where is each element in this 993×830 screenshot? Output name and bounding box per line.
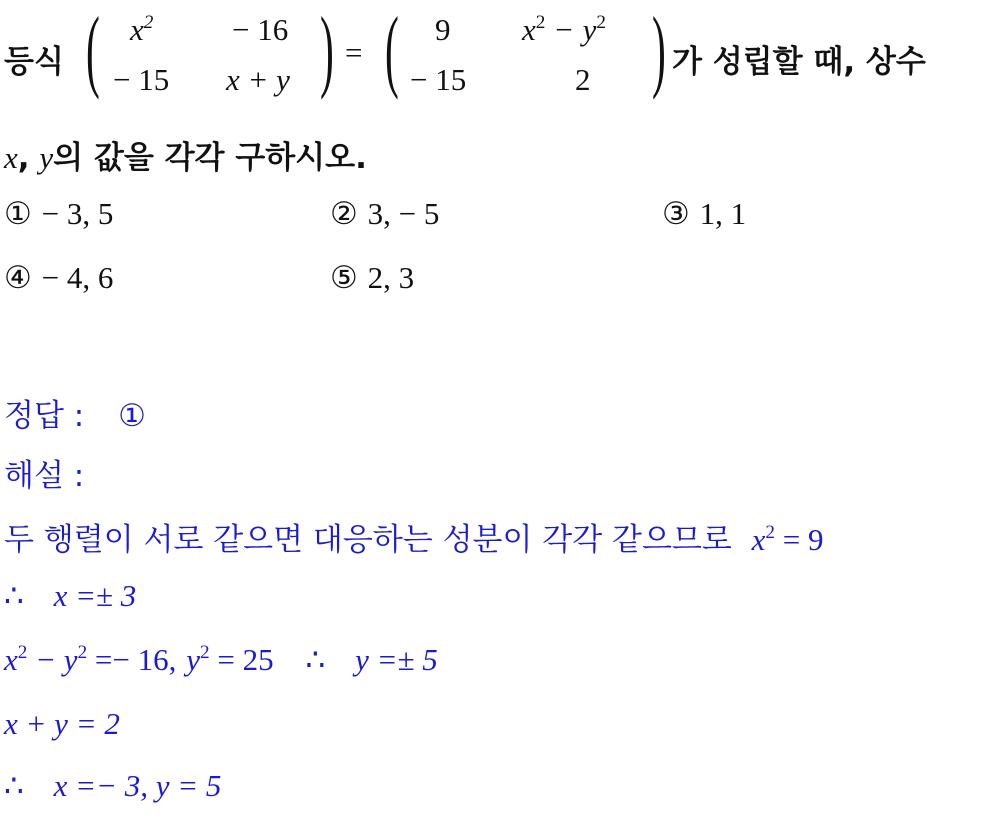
question-line2	[4, 132, 367, 177]
explanation-line1-math: $x^2 = 9$	[751, 522, 824, 557]
explanation-line2-math: x =± 3	[53, 578, 137, 613]
right-matrix-close-paren: )	[652, 0, 666, 100]
answer-value: ①	[118, 398, 146, 434]
choice-3-mark: ③	[662, 196, 690, 232]
choice-3-text: 1, 1	[699, 196, 747, 231]
equals-sign: =	[345, 35, 363, 70]
var-y: y	[39, 140, 54, 175]
explanation-line5-math: x =− 3, y = 5	[53, 768, 222, 803]
question-lead: 등식	[4, 44, 64, 80]
choice-2[interactable]	[330, 196, 439, 232]
choice-2-mark: ②	[330, 196, 358, 232]
right-matrix-b12: $x^2 - y^2$	[522, 12, 606, 47]
choice-5-text: 2, 3	[367, 260, 415, 295]
left-matrix-a21: − 15	[113, 62, 170, 97]
var-x: x	[4, 140, 18, 175]
answer-line	[4, 390, 146, 435]
choice-4-text: − 4, 6	[41, 260, 114, 295]
explanation-line3: $x^2 - y^2 =- 16$, $y^2 = 25$ ∴ y =± 5	[4, 642, 438, 677]
left-matrix-close-paren: )	[320, 0, 334, 100]
explanation-line4: x + y = 2	[4, 706, 120, 741]
therefore-symbol: ∴	[4, 768, 24, 803]
choice-4[interactable]	[4, 260, 113, 296]
choice-4-mark: ④	[4, 260, 32, 296]
right-matrix-open-paren: (	[385, 0, 399, 100]
therefore-symbol: ∴	[305, 642, 326, 677]
choice-1[interactable]	[4, 196, 113, 232]
answer-label: 정답 :	[4, 398, 85, 434]
explanation-line1-text: 두 행렬이 서로 같으면 대응하는 성분이 각각 같으므로	[4, 522, 732, 558]
comma: ,	[17, 140, 30, 176]
question-tail: 가 성립할 때, 상수	[672, 44, 926, 80]
right-matrix-b21: − 15	[410, 62, 467, 97]
choice-2-text: 3, − 5	[367, 196, 440, 231]
choice-1-mark: ①	[4, 196, 32, 232]
choice-1-text: − 3, 5	[41, 196, 114, 231]
explanation-line2	[4, 578, 136, 614]
left-matrix-a12: − 16	[232, 12, 289, 47]
therefore-symbol: ∴	[4, 578, 24, 613]
explanation-line5	[4, 768, 221, 804]
left-matrix-a11: $x^2$	[130, 12, 154, 47]
choice-5-mark: ⑤	[330, 260, 358, 296]
left-matrix-open-paren: (	[86, 0, 100, 100]
choice-5[interactable]	[330, 260, 414, 296]
right-matrix-b22: 2	[575, 62, 591, 97]
question-rest: 의 값을 각각 구하시오.	[53, 140, 367, 176]
left-matrix-a22: x + y	[226, 62, 290, 97]
explanation-line1	[4, 514, 824, 559]
right-matrix-b11: 9	[435, 12, 451, 47]
explanation-label: 해설 :	[4, 458, 85, 494]
choice-3[interactable]	[662, 196, 746, 232]
